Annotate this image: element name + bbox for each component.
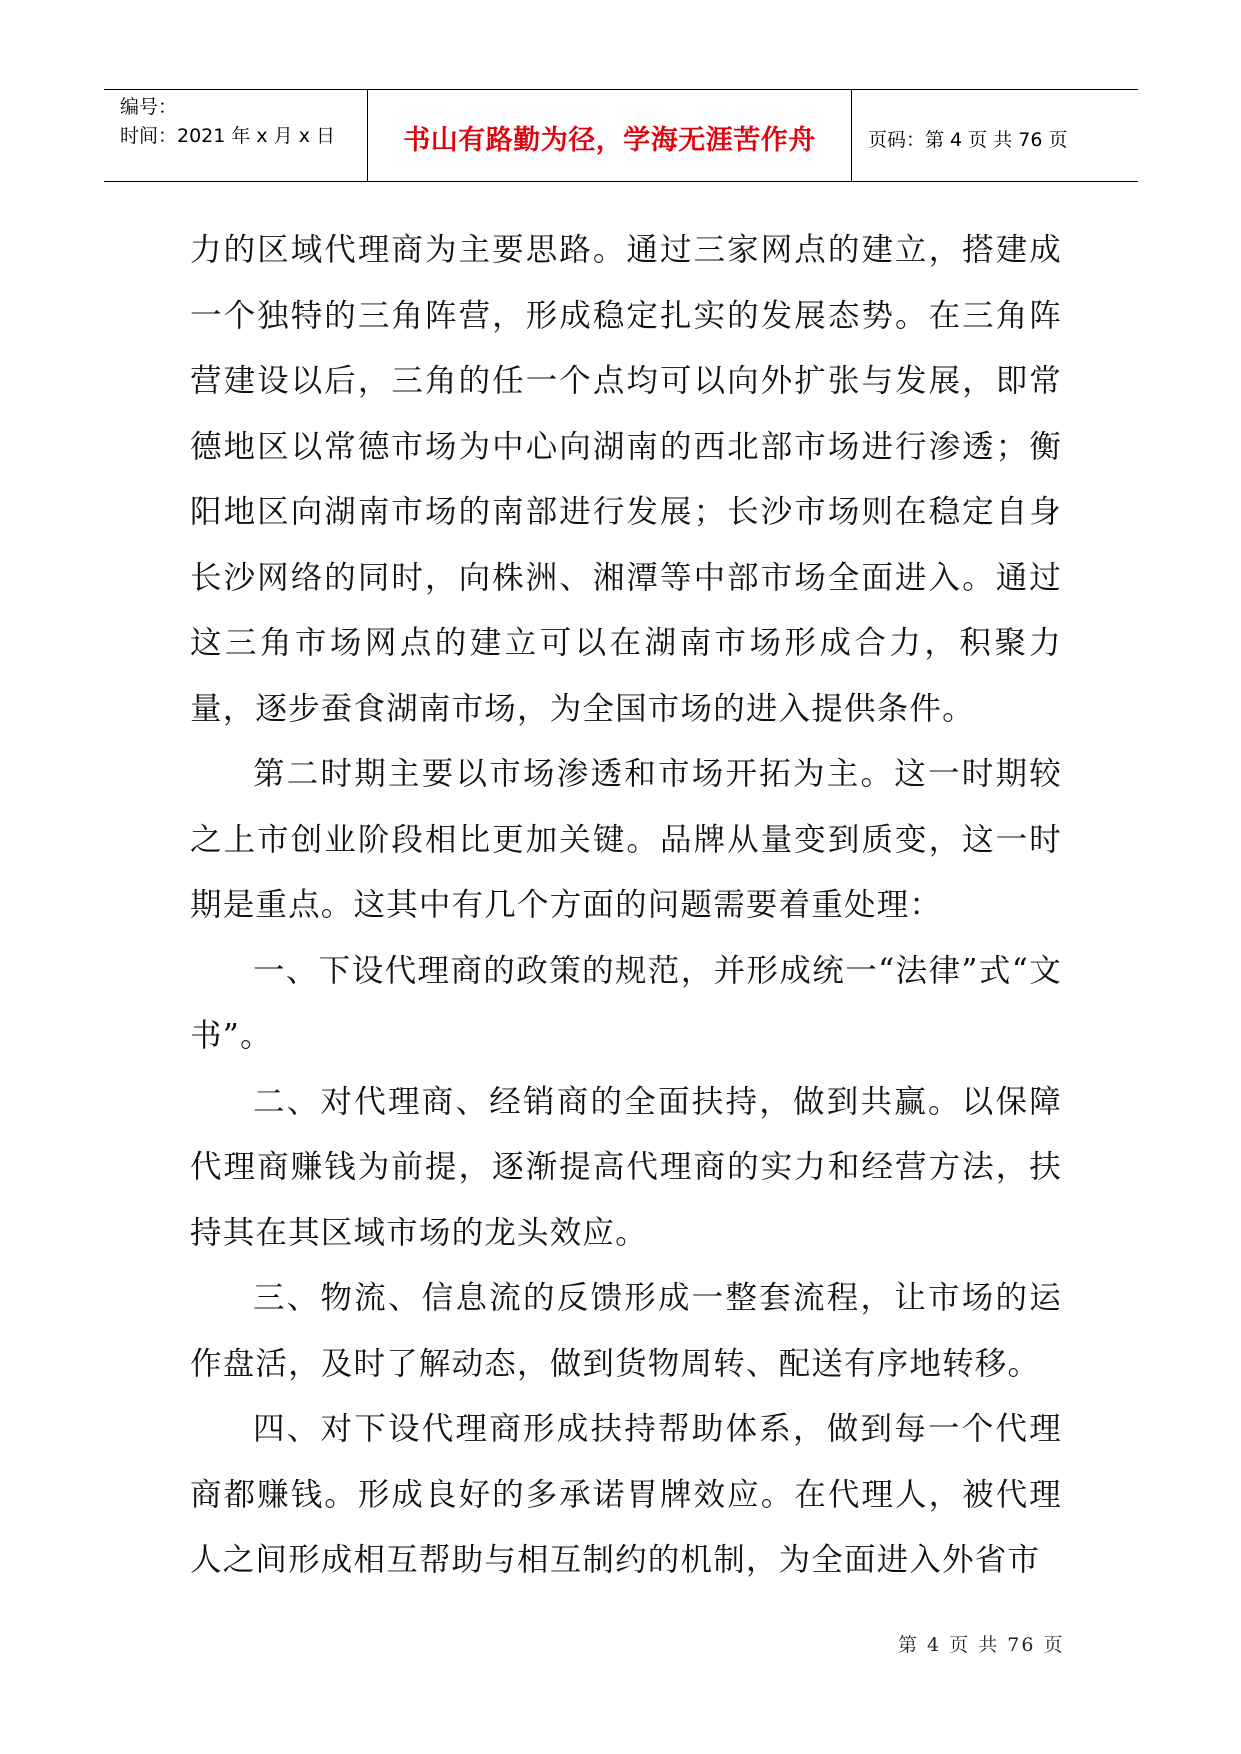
header-motto: 书山有路勤为径，学海无涯苦作舟: [403, 125, 816, 156]
header-meta-cell: [104, 90, 368, 181]
header-motto-cell: [368, 90, 852, 181]
document-header: [104, 89, 1138, 182]
document-body: [190, 218, 1062, 1594]
paragraph: 四、对下设代理商形成扶持帮助体系，做到每一个代理商都赚钱。形成良好的多承诺胃牌效应。在代理人，被代理人之间形成相互帮助与相互制约的机制，为全面进入外省市: [190, 1411, 1062, 1578]
document-time-label: 时间：2021 年 x 月 x 日: [120, 125, 336, 147]
header-page-cell: [852, 90, 1138, 181]
document-number-label: 编号：: [120, 96, 178, 118]
header-page-info: 页码：第 4 页 共 76 页: [868, 129, 1068, 151]
paragraph: 三、物流、信息流的反馈形成一整套流程，让市场的运作盘活，及时了解动态，做到货物周转、配送有序地转移。: [190, 1280, 1062, 1382]
paragraph: 第二时期主要以市场渗透和市场开拓为主。这一时期较之上市创业阶段相比更加关键。品牌从量变到质变，这一时期是重点。这其中有几个方面的问题需要着重处理：: [190, 756, 1062, 923]
paragraph: 二、对代理商、经销商的全面扶持，做到共赢。以保障代理商赚钱为前提，逐渐提高代理商的实力和经营方法，扶持其在其区域市场的龙头效应。: [190, 1083, 1062, 1251]
paragraph: 一、下设代理商的政策的规范，并形成统一“法律”式“文书”。: [190, 952, 1062, 1054]
paragraph: 力的区域代理商为主要思路。通过三家网点的建立，搭建成一个独特的三角阵营，形成稳定扎实的发展态势。在三角阵营建设以后，三角的任一个点均可以向外扩张与发展，即常德地区以常德市场为中心向湖南的西北部市场进行渗透；衡阳地区向湖南市场的南部进行发展；长沙市场则在稳定自身长沙网络的同时，向株洲、湘潭等中部市场全面进入。通过这三角市场网点的建立可以在湖南市场形成合力，积聚力量，逐步蚕食湖南市场，为全国市场的进入提供条件。: [190, 232, 1062, 727]
footer-page-number: 第 4 页 共 76 页: [898, 1634, 1065, 1656]
